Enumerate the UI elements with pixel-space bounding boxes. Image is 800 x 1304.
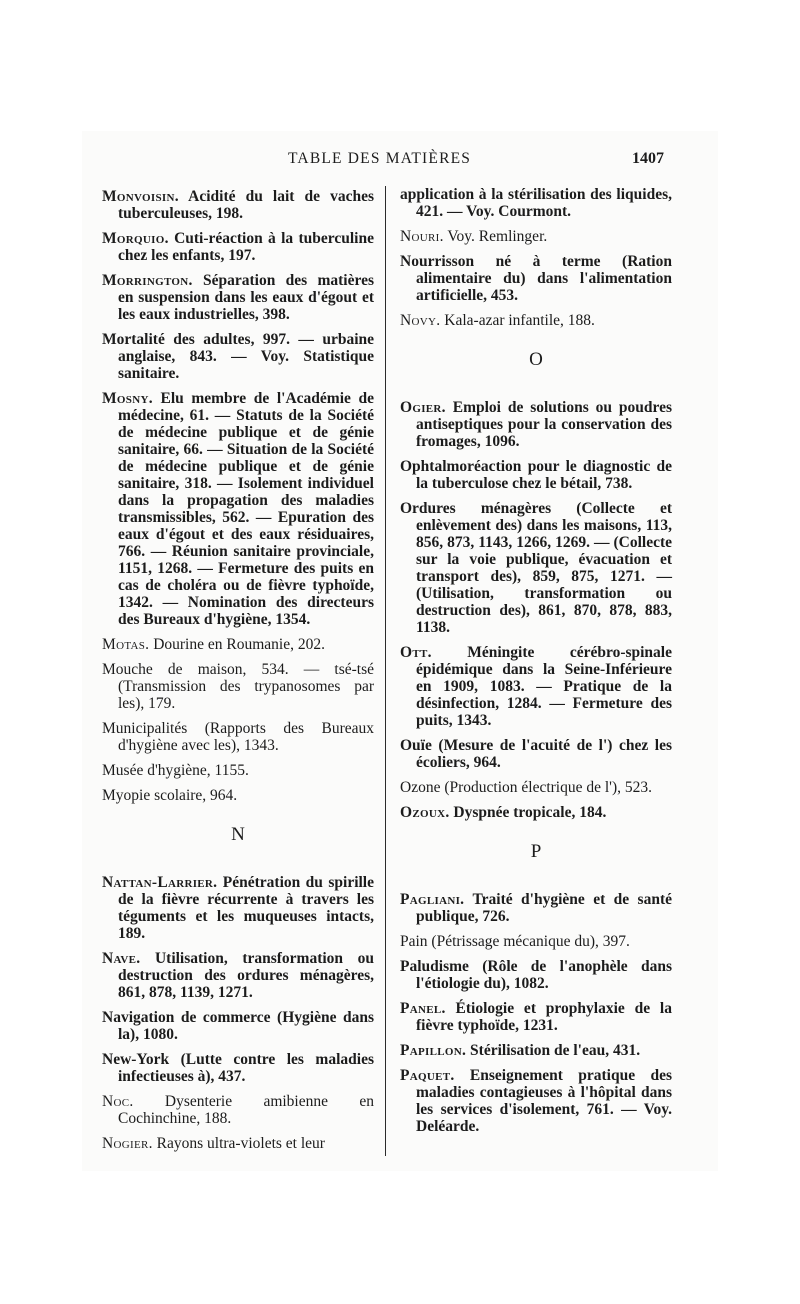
entry-text: Nourrisson né à terme (Ration alimentaire du) dans l'alimentation artificielle, 453. [400,253,672,304]
entry-text: application à la stérilisation des liquides, 421. — Voy. Courmont. [400,186,672,220]
column-divider [385,186,386,1156]
index-entry [102,390,374,628]
index-entry [400,1067,672,1135]
index-entry [102,1051,374,1085]
index-entry [102,230,374,264]
entry-text: Navigation de commerce (Hygiène dans la), 1080. [102,1009,374,1043]
index-entry [400,891,672,925]
entry-text: Stérilisation de l'eau, 431. [466,1042,641,1059]
index-entry [400,399,672,450]
entry-headword: Monvoisin. [102,188,179,205]
entry-headword: Noc. [102,1093,134,1110]
section-letter-o: O [529,349,543,370]
entry-text: Méningite cérébro-spinale épidémique dans la Seine-Inférieure en 1909, 1083. — Pratique de la désinfection, 1284. — Fermeture des puits, 1343. [416,644,672,729]
entry-text: Dourine en Roumanie, 202. [149,636,325,653]
entry-text: Étiologie et prophylaxie de la fièvre typhoïde, 1231. [416,1000,672,1034]
entries-n-continued-group [400,186,672,329]
entry-headword: Nogier. [102,1135,153,1152]
index-entry [400,1042,672,1059]
page-number: 1407 [632,150,664,167]
index-entry [400,779,672,796]
index-entry [102,950,374,1001]
entry-text: Mouche de maison, 534. — tsé-tsé (Transmission des trypanosomes par les), 179. [102,661,374,712]
entry-text: Cuti-réaction à la tuberculine chez les enfants, 197. [118,230,374,264]
entry-text: Traité d'hygiène et de santé publique, 726. [416,891,672,925]
index-entry [102,787,374,804]
index-entry [400,644,672,729]
entry-text: Voy. Remlinger. [443,228,548,245]
index-entry [400,312,672,329]
entry-headword: Panel. [400,1000,446,1017]
entry-text: Acidité du lait de vaches tuberculeuses, 198. [118,188,374,222]
entry-text: Pain (Pétrissage mécanique du), 397. [400,933,630,950]
entry-headword: Papillon. [400,1042,467,1059]
entry-text: Ordures ménagères (Collecte et enlèvement des) dans les maisons, 113, 856, 873, 1143, 1266, 1269. — (Collecte sur la voie publique, évacuation et transport des), 859, 875, 1271. — (Utilisation, transformation ou destruction des), 861, 870, 878, 883, 1138. [400,500,672,636]
entry-headword: Ozoux. [400,804,450,821]
entry-headword: Nave. [102,950,141,967]
index-entry [400,933,672,950]
entry-headword: Paquet. [400,1067,455,1084]
entries-p-group [400,891,672,1135]
entry-text: Emploi de solutions ou poudres antiseptiques pour la conservation des fromages, 1096. [416,399,672,450]
entry-text: Ouïe (Mesure de l'acuité de l') chez les écoliers, 964. [400,737,672,771]
index-entry [102,188,374,222]
index-entry [102,762,374,779]
entry-text: New-York (Lutte contre les maladies infectieuses à), 437. [102,1051,374,1085]
entry-text: Paludisme (Rôle de l'anophèle dans l'étiologie du), 1082. [400,958,672,992]
entry-text: Elu membre de l'Académie de médecine, 61. — Statuts de la Société de médecine publique et de génie sanitaire, 66. — Situation de la Société de médecine publique et de génie sanitaire, 318. — Isolement individuel dans la propagation des maladies transmissibles, 562. — Epuration des eaux d'égout et des eaux résiduaires, 766. — Réunion sanitaire provinciale, 1151, 1268. — Fermeture des puits en cas de choléra ou de fièvre typhoïde, 1342. — Nomination des directeurs des Bureaux d'hygiène, 1354. [118,390,374,628]
index-entry [400,958,672,992]
entry-headword: Nattan-Larrier. [102,874,218,891]
index-entry [400,804,672,821]
entry-headword: Morquio. [102,230,169,247]
index-entry [400,500,672,636]
index-entry [102,1009,374,1043]
entry-text: Ozone (Production électrique de l'), 523. [400,779,653,796]
entry-text: Municipalités (Rapports des Bureaux d'hygiène avec les), 1343. [102,720,374,754]
entry-text: Séparation des matières en suspension dans les eaux d'égout et les eaux industrielles, 398. [118,272,374,323]
entry-headword: Ott. [400,644,432,661]
running-title: TABLE DES MATIÈRES [288,150,472,167]
entry-headword: Mosny. [102,390,153,407]
index-entry [102,272,374,323]
index-entry [102,1093,374,1127]
index-entry [400,186,672,220]
entry-text: Utilisation, transformation ou destruction des ordures ménagères, 861, 878, 1139, 1271. [118,950,374,1001]
entry-text: Ophtalmoréaction pour le diagnostic de la tuberculose chez le bétail, 738. [400,458,672,492]
index-entry [102,661,374,712]
index-entry [400,228,672,245]
entries-o-group [400,399,672,821]
index-entry [102,1135,374,1152]
section-letter-n: N [231,824,245,845]
right-column [400,186,672,1143]
entry-text: Rayons ultra-violets et leur [152,1135,325,1152]
entry-text: Dysenterie amibienne en Cochinchine, 188. [118,1093,374,1127]
entry-headword: Pagliani. [400,891,465,908]
index-entry [102,331,374,382]
left-column [102,188,374,1160]
index-entry [102,874,374,942]
entry-text: Enseignement pratique des maladies contagieuses à l'hôpital dans les services d'isolement, 761. — Voy. Deléarde. [416,1067,672,1135]
entries-m-group [102,188,374,804]
entry-headword: Morrington. [102,272,193,289]
entry-text: Dyspnée tropicale, 184. [449,804,607,821]
entry-text: Pénétration du spirille de la fièvre récurrente à travers les téguments et les muqueuses intacts, 189. [118,874,374,942]
entry-text: Myopie scolaire, 964. [102,787,238,804]
entry-headword: Novy. [400,312,441,329]
entry-text: Mortalité des adultes, 997. — urbaine anglaise, 843. — Voy. Statistique sanitaire. [102,331,374,382]
entry-text: Musée d'hygiène, 1155. [102,762,249,779]
index-entry [400,458,672,492]
entry-headword: Motas. [102,636,150,653]
entry-headword: Nouri. [400,228,444,245]
index-entry [102,720,374,754]
index-entry [102,636,374,653]
index-entry [400,737,672,771]
entry-text: Kala-azar infantile, 188. [440,312,595,329]
entry-headword: Ogier. [400,399,446,416]
index-entry [400,253,672,304]
section-letter-p: P [530,841,542,862]
index-entry [400,1000,672,1034]
entries-n-group [102,874,374,1152]
